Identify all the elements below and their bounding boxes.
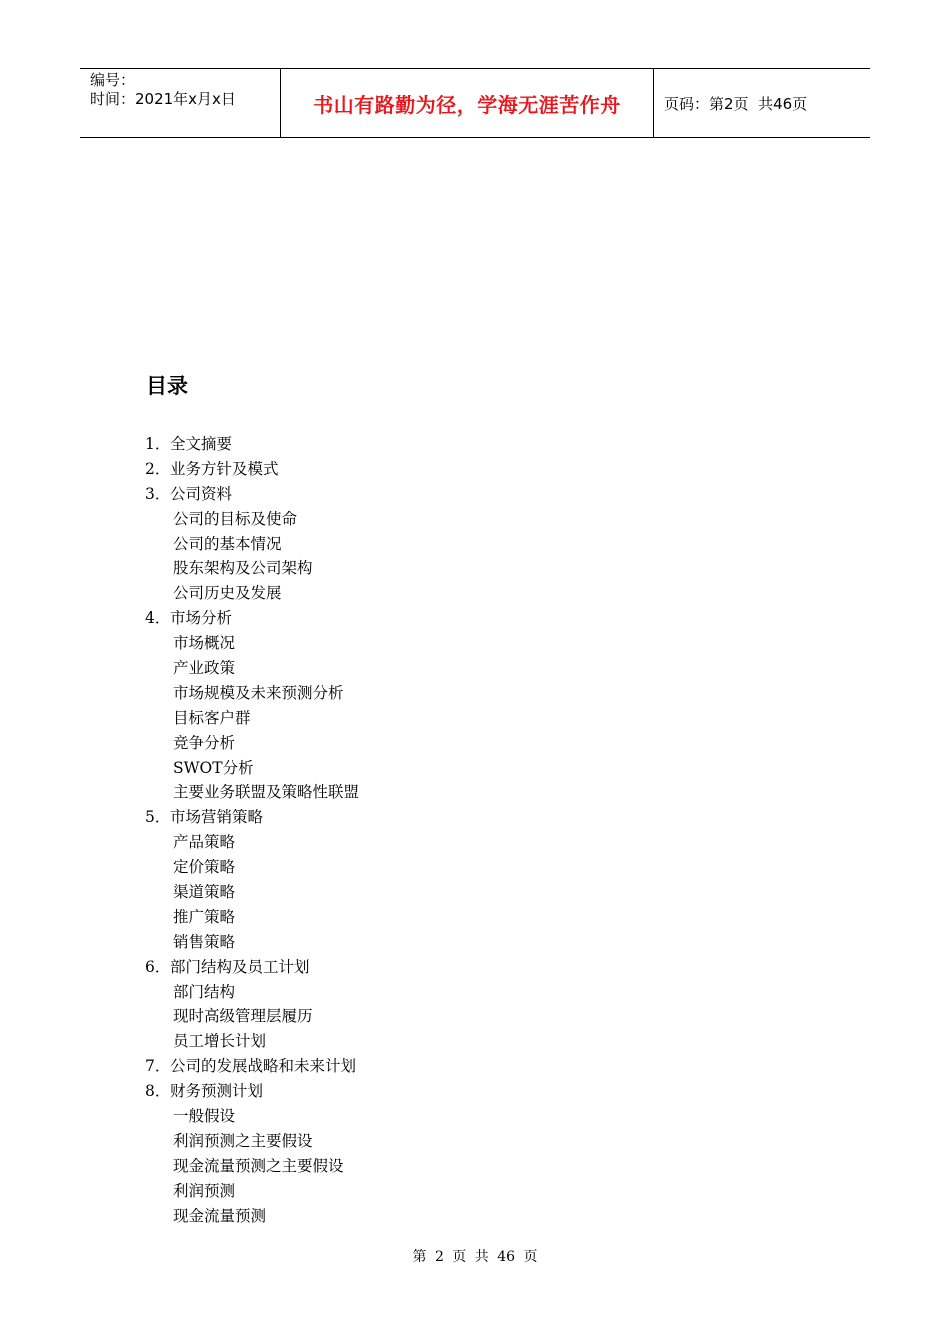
toc-subsection [0,556,950,581]
toc-section-number: 7． [145,1057,171,1076]
toc-item-label: 业务方针及模式 [170,459,279,478]
toc-section [0,606,950,631]
toc-section-number: 1． [145,435,171,453]
toc-section [0,432,950,457]
toc-subsection [0,980,950,1005]
toc-subsection [0,1204,950,1229]
toc-subsection [0,780,950,805]
toc-subsection [0,1129,950,1154]
toc-subsection [0,656,950,681]
header-code-label: 编号： [90,71,136,89]
toc-item-label: 产品策略 [173,833,236,852]
toc-subsection [0,1104,950,1129]
toc-item-label: 公司历史及发展 [173,584,282,603]
toc-section-number: 3． [145,484,171,503]
toc-section [0,1054,950,1079]
header-info-cell [80,69,281,137]
toc-item-label: SWOT分析 [173,758,254,777]
toc-item-label: 公司的目标及使命 [173,509,298,528]
toc-item-label: 员工增长计划 [173,1032,267,1051]
toc-item-label: 部门结构 [173,982,236,1001]
toc-subsection [0,706,950,731]
toc-subsection [0,631,950,656]
toc-item-label: 销售策略 [173,932,236,951]
toc-item-label: 产业政策 [173,659,236,678]
toc-item-label: 现金流量预测 [173,1206,267,1225]
toc-item-label: 推广策略 [173,907,236,926]
toc-section [0,482,950,507]
toc-item-label: 市场分析 [170,609,233,628]
toc-section-number: 5． [145,808,171,827]
toc-item-label: 目标客户群 [173,708,251,727]
toc-item-label: 市场概况 [173,634,236,653]
toc-item-label: 竞争分析 [173,733,236,752]
toc-subsection [0,905,950,930]
toc-section-number: 2． [145,459,171,478]
toc-section [0,457,950,482]
toc-section-number: 6． [145,957,171,976]
header-page-label: 页码：第2页 共46页 [664,94,808,113]
toc-section [0,805,950,830]
header-motto: 书山有路勤为径，学海无涯苦作舟 [313,92,621,117]
toc-item-label: 市场营销策略 [170,808,264,827]
toc-item-label: 公司资料 [170,484,233,503]
toc-subsection [0,880,950,905]
toc-item-label: 主要业务联盟及策略性联盟 [173,783,360,802]
toc-item-label: 定价策略 [173,858,236,877]
toc-section [0,1079,950,1104]
header-motto-cell [281,69,654,137]
toc-item-label: 渠道策略 [173,883,236,902]
toc-subsection [0,1154,950,1179]
toc-subsection [0,507,950,532]
toc-item-label: 公司的基本情况 [173,534,282,553]
toc-section [0,955,950,980]
toc-subsection [0,830,950,855]
toc-item-label: 财务预测计划 [170,1082,264,1101]
toc-subsection [0,1029,950,1054]
toc-subsection [0,681,950,706]
toc-subsection [0,1179,950,1204]
page-header [80,68,870,138]
toc-item-label: 利润预测之主要假设 [173,1131,313,1150]
toc-item-label: 利润预测 [173,1181,236,1200]
toc-item-label: 市场规模及未来预测分析 [173,683,344,702]
toc-section-number: 8． [145,1082,171,1101]
header-time-label: 时间：2021年x月x日 [90,90,236,108]
toc-subsection [0,930,950,955]
toc-item-label: 现金流量预测之主要假设 [173,1156,344,1175]
toc-item-label: 现时高级管理层履历 [173,1007,313,1026]
toc-subsection [0,855,950,880]
toc-subsection [0,756,950,781]
toc-item-label: 部门结构及员工计划 [170,957,310,976]
toc-item-label: 一般假设 [173,1107,236,1126]
toc-item-label: 公司的发展战略和未来计划 [170,1057,357,1076]
toc-item-label: 股东架构及公司架构 [173,559,313,578]
toc-item-label: 全文摘要 [170,435,233,453]
toc-subsection [0,1004,950,1029]
toc-subsection [0,532,950,557]
toc-subsection [0,731,950,756]
toc-title: 目录 [146,374,188,398]
toc-subsection [0,581,950,606]
toc-list [0,432,950,1229]
page-footer: 第 2 页 共 46 页 [412,1249,538,1265]
header-page-cell [654,69,870,137]
toc-section-number: 4． [145,609,171,628]
